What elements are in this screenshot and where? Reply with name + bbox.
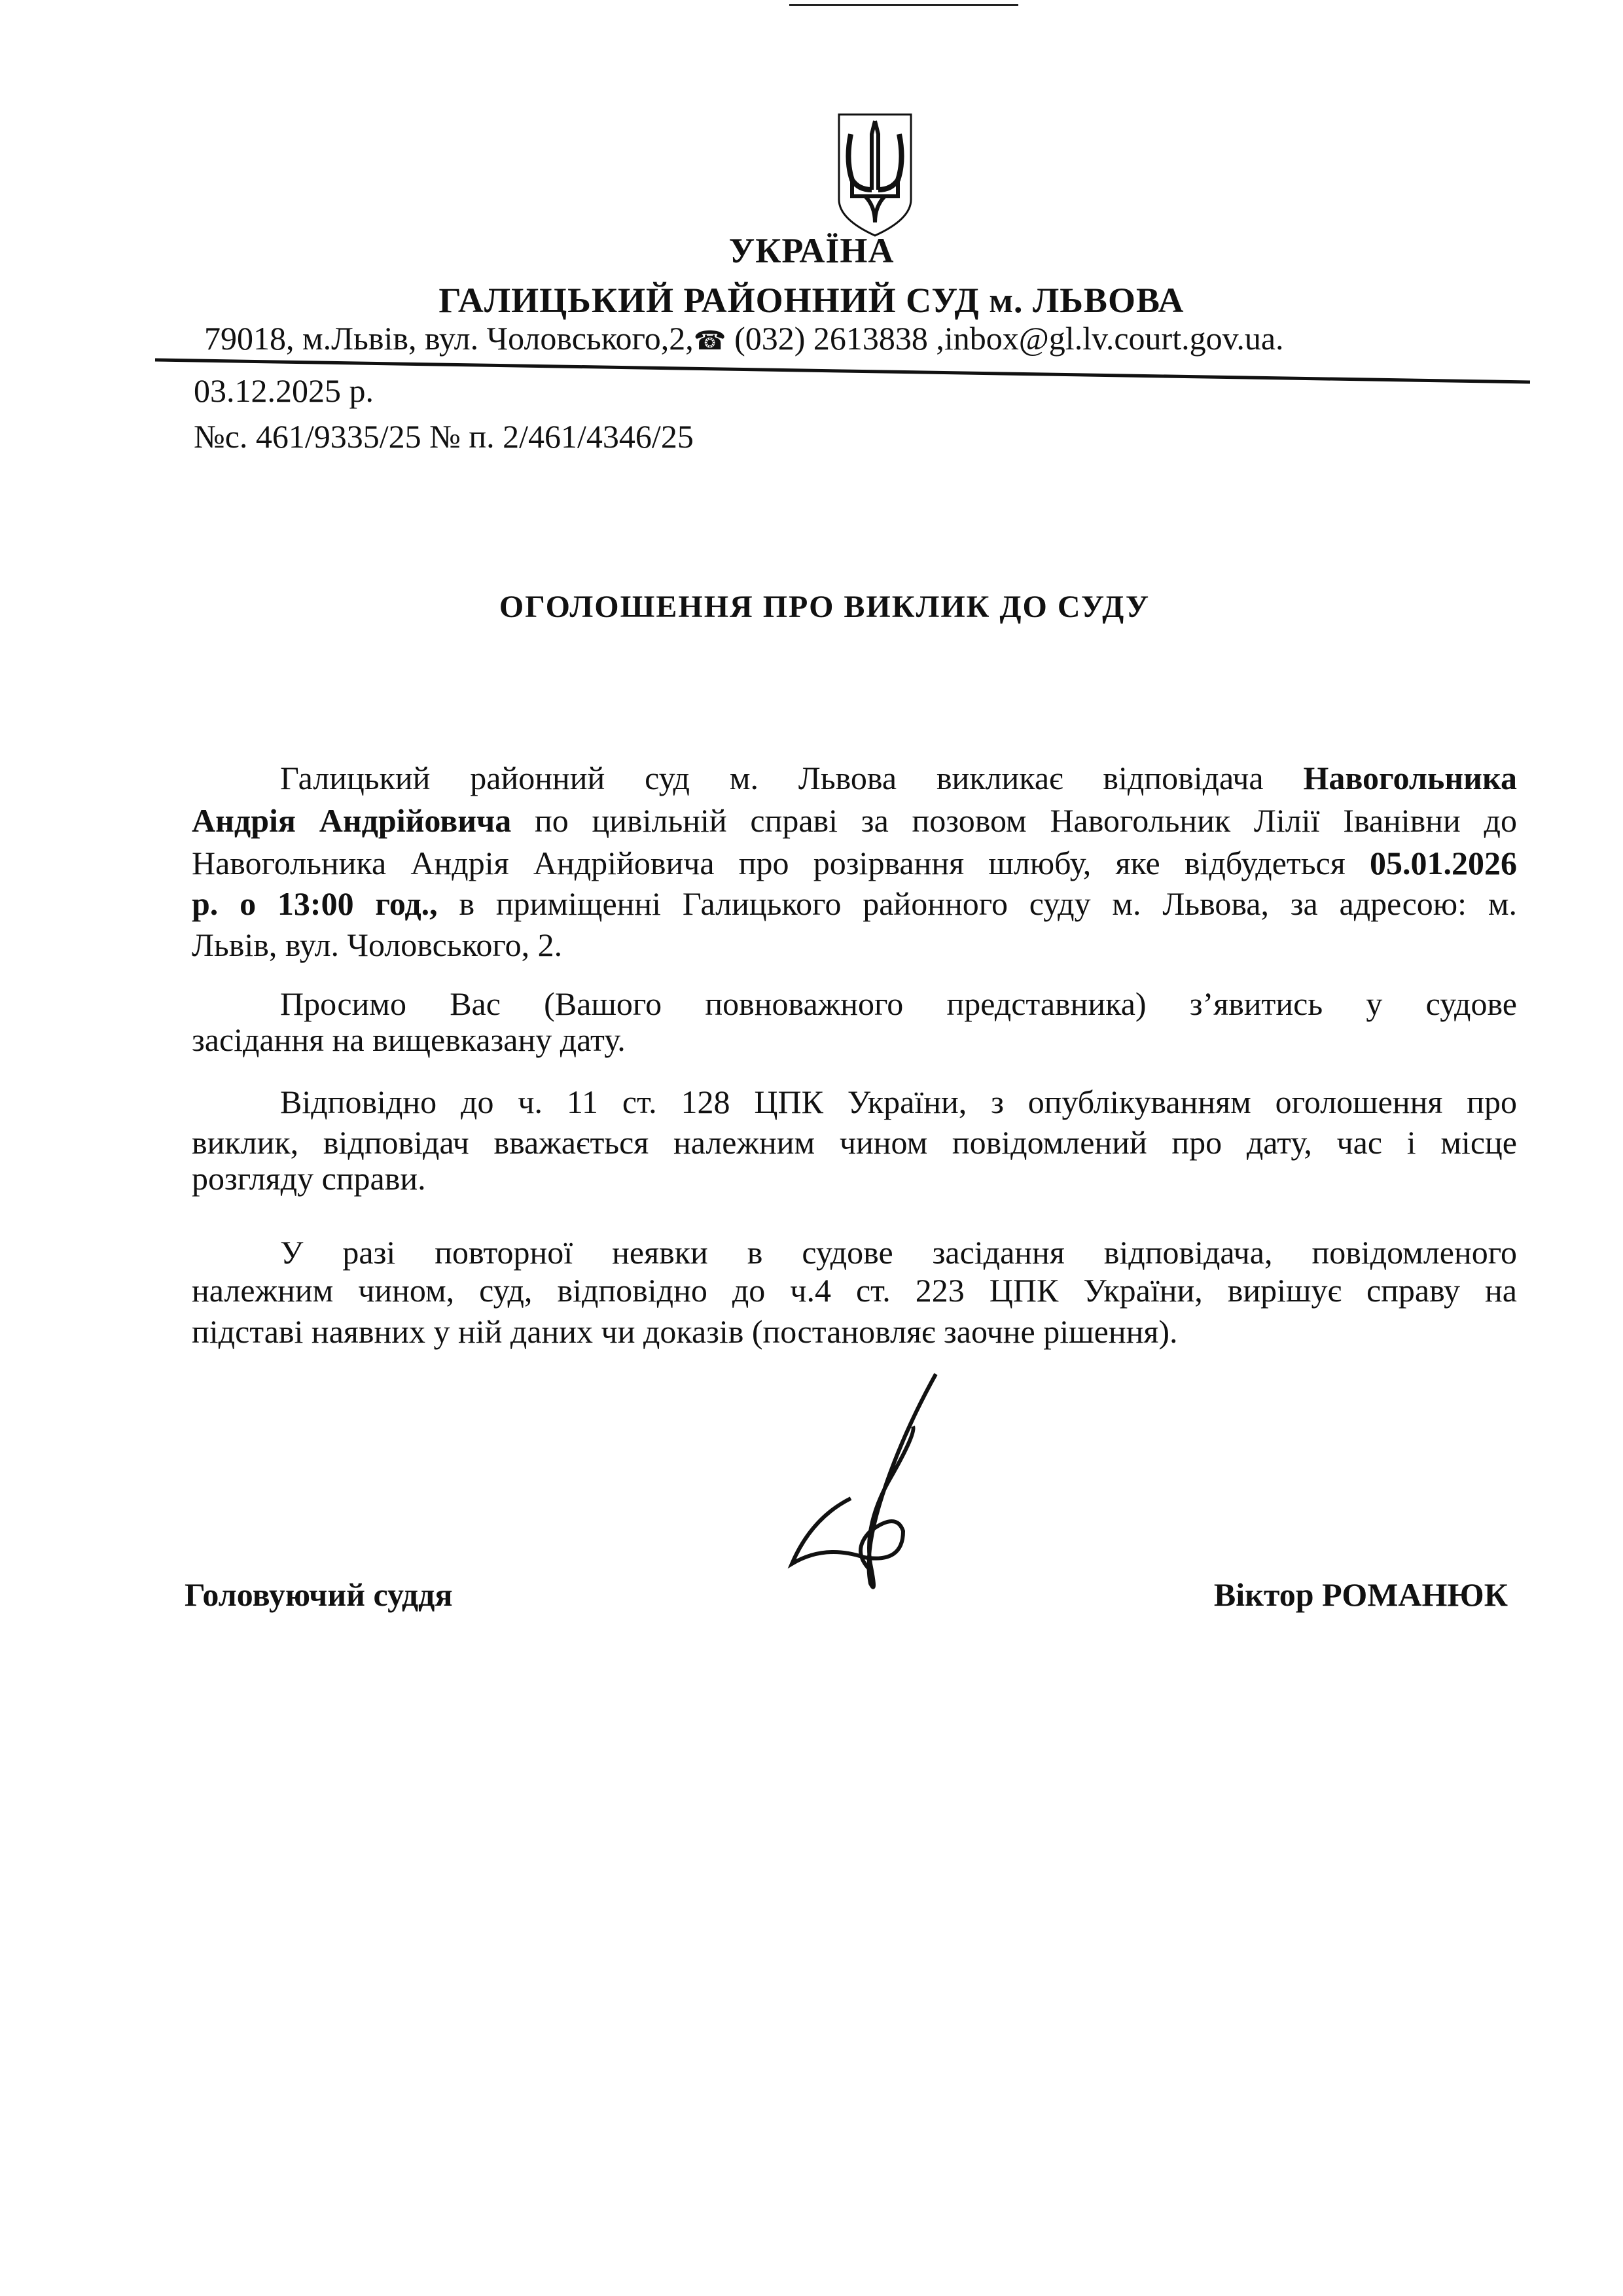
bold-text: Андрія Андрійовича: [192, 802, 512, 839]
judge-name: Віктор РОМАНЮК: [1213, 1576, 1508, 1613]
bold-text: р. о 13:00 год.,: [192, 885, 438, 922]
body-text: розгляду справи.: [192, 1160, 426, 1197]
body-text: засідання на вищевказану дату.: [192, 1021, 626, 1058]
court-email: inbox@gl.lv.court.gov.ua.: [944, 320, 1284, 357]
body-text: по цивільній справі за позовом Навогольник Лілії Іванівни до: [511, 802, 1517, 839]
document-date: 03.12.2025 р.: [194, 372, 374, 409]
body-text: Львів, вул. Чоловського, 2.: [192, 927, 563, 963]
judge-position: Головуючий суддя: [185, 1576, 453, 1613]
body-text: Просимо Вас (Вашого повноважного представника) з’явитись у судове: [280, 985, 1517, 1022]
court-address: 79018, м.Львів, вул. Чоловського,2,: [204, 320, 694, 357]
body-text: підставі наявних у ній даних чи доказів (постановляє заочне рішення).: [192, 1313, 1178, 1350]
document-title: ОГОЛОШЕННЯ ПРО ВИКЛИК ДО СУДУ: [499, 590, 1150, 624]
court-phone: (032) 2613838 ,: [734, 320, 944, 357]
court-name: ГАЛИЦЬКИЙ РАЙОННИЙ СУД м. ЛЬВОВА: [438, 281, 1185, 320]
body-text: в приміщенні Галицького районного суду м. Львова, за адресою: м.: [437, 885, 1517, 922]
body-text: У разі повторної неявки в судове засідання відповідача, повідомленого: [280, 1234, 1517, 1271]
handwritten-signature: [772, 1368, 969, 1616]
body-text: виклик, відповідач вважається належним чином повідомлений про дату, час і місце: [192, 1124, 1517, 1161]
phone-icon: ☎: [693, 326, 726, 356]
body-text: Навогольника Андрія Андрійовича про розірвання шлюбу, яке відбудеться: [192, 845, 1370, 881]
case-number: №с. 461/9335/25 № п. 2/461/4346/25: [194, 418, 694, 455]
bold-text: 05.01.2026: [1370, 845, 1517, 881]
body-text: Галицький районний суд м. Львова викликає відповідача: [280, 760, 1304, 796]
bold-text: Навогольника: [1303, 760, 1517, 796]
country-name: УКРАЇНА: [728, 231, 895, 270]
body-text: Відповідно до ч. 11 ст. 128 ЦПК України, з опублікуванням оголошення про: [280, 1084, 1517, 1120]
body-text: належним чином, суд, відповідно до ч.4 ст. 223 ЦПК України, вирішує справу на: [192, 1272, 1517, 1309]
